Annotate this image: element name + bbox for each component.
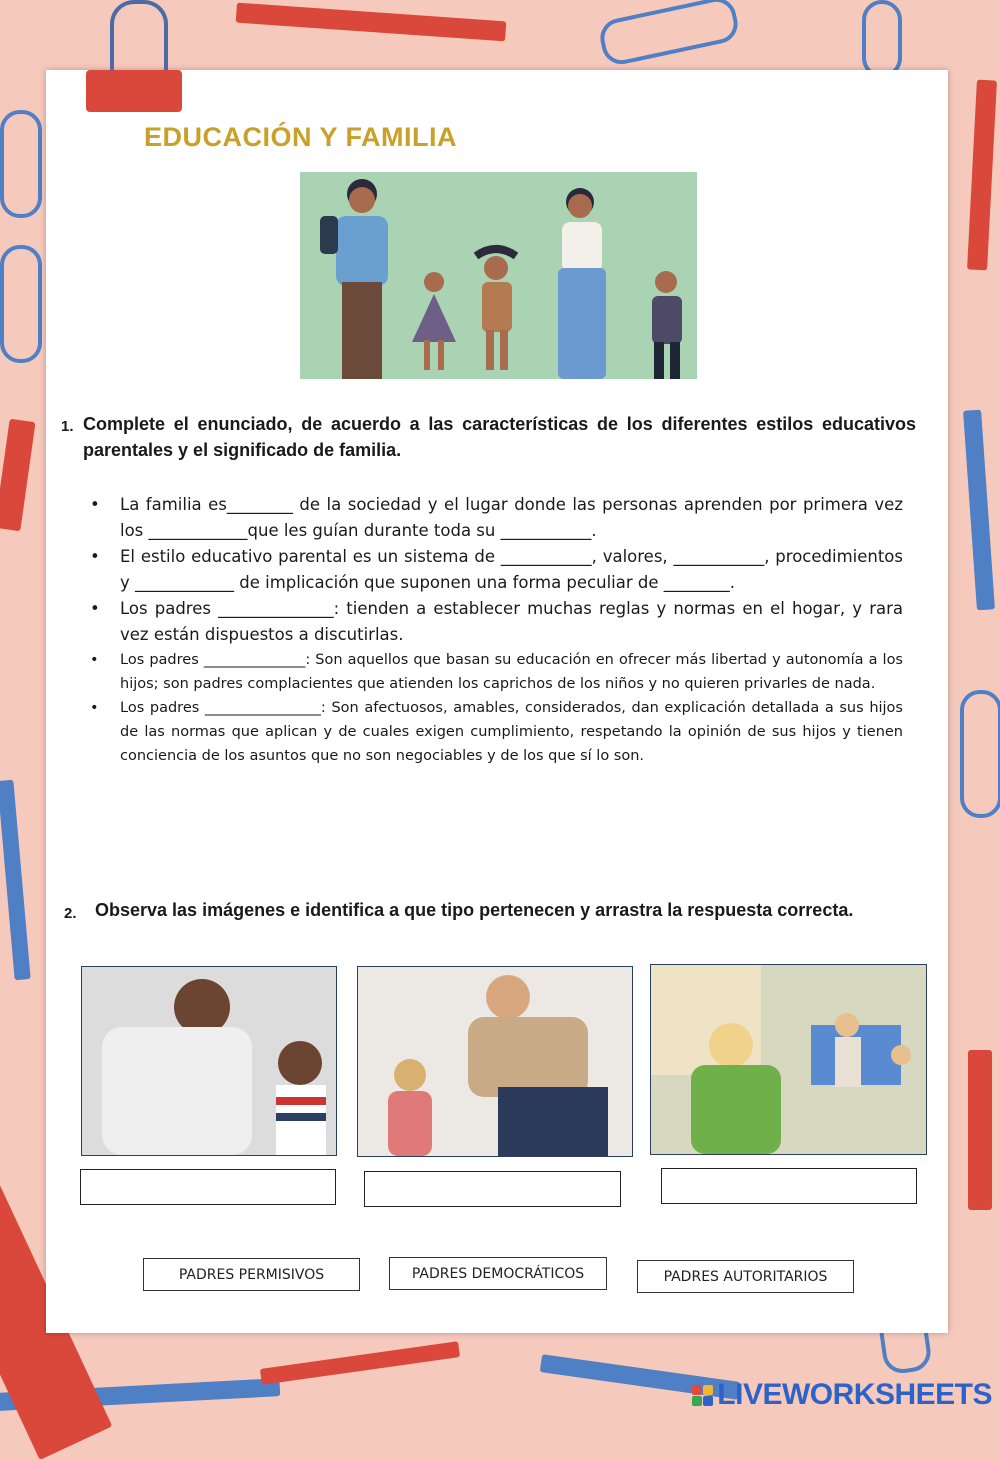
bullet-icon: • xyxy=(90,547,100,566)
question-1-statements xyxy=(88,492,903,768)
binder-clip xyxy=(86,70,182,112)
list-item xyxy=(88,696,903,768)
statement-text[interactable]: Los padres ________________: Son afectuosos, amables, considerados, dan explicación detallada a sus hijos de las normas que aplican y de cuales exigen cumplimiento, respetando la opinión de sus hijos y tienen conciencia de los asuntos que no son negociables y de los que sí lo son. xyxy=(120,700,903,764)
liveworksheets-mark-icon xyxy=(692,1385,713,1406)
list-item xyxy=(88,596,903,648)
question-1-heading: Complete el enunciado, de acuerdo a las características de los diferentes estilos educativos parentales y el significado de familia. xyxy=(83,414,916,460)
list-item xyxy=(88,492,903,544)
statement-text[interactable]: El estilo educativo parental es un sistema de ___________, valores, ___________, procedimientos y ____________ de implicación que suponen una forma peculiar de ________. xyxy=(120,547,903,592)
bullet-icon: • xyxy=(90,599,100,618)
photo-father-talking-with-child xyxy=(81,966,337,1156)
bullet-icon: • xyxy=(90,700,99,716)
pencil-decoration xyxy=(968,1050,992,1210)
answer-drop-zone-1[interactable] xyxy=(80,1169,336,1205)
pencil-decoration xyxy=(967,80,997,271)
liveworksheets-logo xyxy=(692,1378,992,1412)
statement-text[interactable]: Los padres ______________: tienden a establecer muchas reglas y normas en el hogar, y rara vez están dispuestos a discutirlas. xyxy=(120,599,903,644)
statement-text[interactable]: Los padres ______________: Son aquellos que basan su educación en ofrecer más libertad y autonomía a los hijos; son padres complacientes que atienden los caprichos de los niños y no quieren privarles de nada. xyxy=(120,652,903,692)
liveworksheets-wordmark: LIVEWORKSHEETS xyxy=(717,1378,992,1411)
worksheet-title: EDUCACIÓN Y FAMILIA xyxy=(144,122,458,152)
paperclip-decoration xyxy=(597,0,742,68)
paperclip-decoration xyxy=(0,245,42,363)
photo-father-scolding-child xyxy=(357,966,633,1157)
question-2-heading: Observa las imágenes e identifica a que tipo pertenecen y arrastra la respuesta correcta. xyxy=(95,900,854,920)
list-item xyxy=(88,648,903,696)
answer-drop-zone-2[interactable] xyxy=(364,1171,621,1207)
question-1-number: 1. xyxy=(61,418,74,435)
bullet-icon: • xyxy=(90,495,100,514)
family-illustration xyxy=(300,172,697,379)
answer-option-permisivos[interactable]: PADRES PERMISIVOS xyxy=(143,1258,360,1291)
binder-clip-wire xyxy=(110,0,168,80)
question-2-number: 2. xyxy=(64,905,77,922)
pencil-decoration xyxy=(0,780,31,981)
paperclip-decoration xyxy=(0,110,42,218)
answer-option-democraticos[interactable]: PADRES DEMOCRÁTICOS xyxy=(389,1257,607,1290)
bullet-icon: • xyxy=(90,652,99,668)
paperclip-decoration xyxy=(960,690,1000,818)
answer-option-autoritarios[interactable]: PADRES AUTORITARIOS xyxy=(637,1260,854,1293)
pencil-decoration xyxy=(0,419,36,532)
statement-text[interactable]: La familia es________ de la sociedad y el lugar donde las personas aprenden por primera vez los ____________que les guían durante toda su ___________. xyxy=(120,495,903,540)
answer-drop-zone-3[interactable] xyxy=(661,1168,917,1204)
photo-mother-with-chaotic-children xyxy=(650,964,927,1155)
pencil-decoration xyxy=(236,3,507,42)
pencil-decoration xyxy=(260,1341,460,1385)
pencil-decoration xyxy=(963,410,995,611)
list-item xyxy=(88,544,903,596)
paperclip-decoration xyxy=(862,0,902,78)
